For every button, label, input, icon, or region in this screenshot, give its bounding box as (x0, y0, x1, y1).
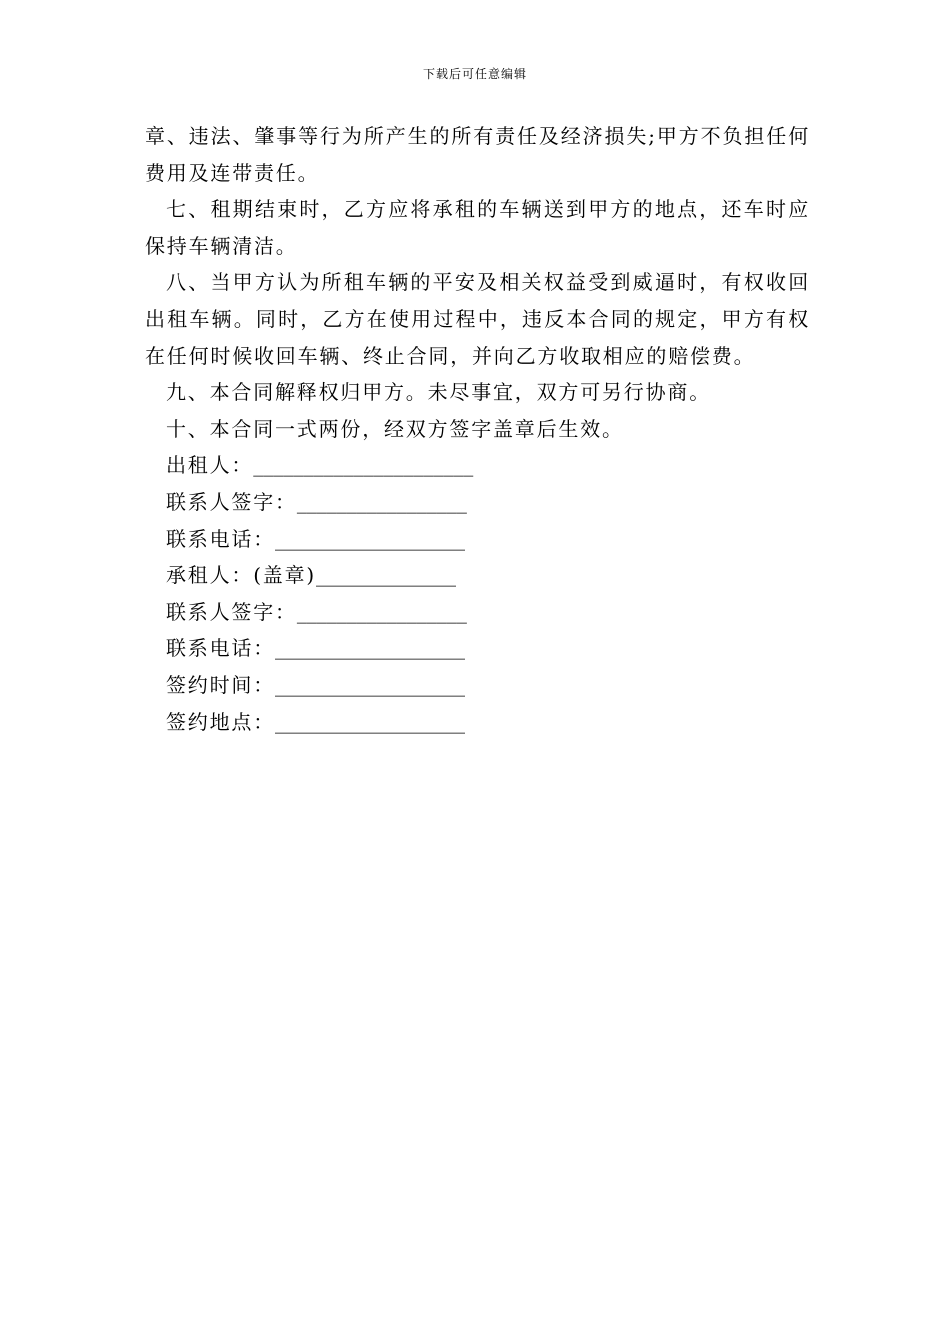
signature-line-lessor-phone (145, 521, 810, 558)
signature-blank: ___________________ (275, 636, 465, 661)
signature-line-lessee-phone (145, 630, 810, 667)
page-header: 下载后可任意编辑 (422, 67, 527, 81)
signature-label: 签约时间： (166, 672, 275, 697)
signature-label: 承租人：(盖章) (166, 563, 317, 588)
paragraph-clause-10: 十、本合同一式两份，经双方签字盖章后生效。 (166, 416, 624, 441)
signature-label: 联系人签字： (166, 489, 297, 514)
signature-label: 联系电话： (166, 636, 275, 661)
paragraph-clause-8: 八、当甲方认为所租车辆的平安及相关权益受到威逼时，有权收回出租车辆。同时，乙方在使用过程中，违反本合同的规定，甲方有权在任何时候收回车辆、终止合同，并向乙方收取相应的赔偿费。 (145, 270, 810, 368)
signature-blank: ______________ (316, 563, 457, 588)
signature-label: 联系人签字： (166, 599, 297, 624)
signature-line-sign-date (145, 667, 810, 704)
signature-line-lessee-contact-signature (145, 594, 810, 631)
signature-blank: _________________ (296, 599, 467, 624)
signature-blank: ___________________ (275, 709, 465, 734)
signature-blank: _________________ (296, 489, 467, 514)
contract-body (145, 118, 810, 740)
signature-label: 联系电话： (166, 526, 275, 551)
paragraph-liability: 章、违法、肇事等行为所产生的所有责任及经济损失;甲方不负担任何费用及连带责任。 (145, 124, 810, 185)
signature-block (145, 447, 810, 740)
paragraph-clause-9: 九、本合同解释权归甲方。未尽事宜，双方可另行协商。 (166, 380, 711, 405)
signature-label: 签约地点： (166, 709, 275, 734)
signature-line-lessor (145, 447, 810, 484)
signature-blank: ___________________ (275, 526, 465, 551)
signature-label: 出租人： (166, 453, 254, 478)
signature-line-lessor-contact-signature (145, 484, 810, 521)
signature-blank: ______________________ (253, 453, 474, 478)
paragraph-clause-7: 七、租期结束时，乙方应将承租的车辆送到甲方的地点，还车时应保持车辆清洁。 (145, 197, 810, 258)
signature-blank: ___________________ (275, 672, 465, 697)
signature-line-lessee (145, 557, 810, 594)
signature-line-sign-place (145, 704, 810, 741)
